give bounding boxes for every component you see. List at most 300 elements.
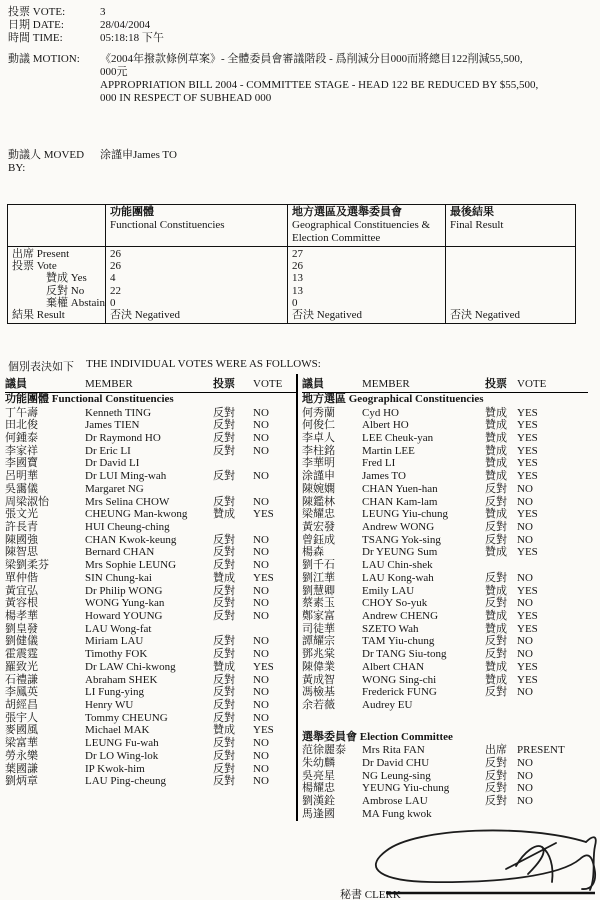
date-label: 日期 DATE: <box>8 19 64 31</box>
member-row <box>302 782 588 795</box>
member-name-english: Kenneth TING <box>85 406 152 419</box>
member-vote-english: NO <box>253 711 269 724</box>
geographical-section-heading: 地方選區 Geographical Constituencies <box>302 393 484 405</box>
individual-votes-title-en: THE INDIVIDUAL VOTES WERE AS FOLLOWS: <box>86 358 321 370</box>
member-vote-chinese <box>485 699 517 712</box>
member-name-chinese: 胡經昌 <box>5 699 38 712</box>
summary-geographical-values <box>288 247 446 324</box>
member-name-chinese: 霍震霆 <box>5 648 38 661</box>
member-name-chinese: 楊森 <box>302 546 324 559</box>
summary-functional-values <box>106 247 288 324</box>
signature-icon <box>358 826 598 900</box>
summary-cell-line: 13 <box>292 284 303 297</box>
member-name-chinese: 石禮謙 <box>5 673 38 686</box>
member-vote-english: YES <box>253 724 274 737</box>
member-name-chinese: 梁富華 <box>5 737 38 750</box>
member-row <box>5 674 296 687</box>
member-vote-english: PRESENT <box>517 744 565 757</box>
member-name-english: Dr YEUNG Sum <box>362 546 438 559</box>
member-row <box>302 407 588 420</box>
member-row <box>5 585 296 598</box>
final-header-en: Final Result <box>450 219 504 231</box>
member-name-english: Miriam LAU <box>85 635 144 648</box>
member-row <box>5 775 296 788</box>
member-vote-chinese: 反對 <box>213 584 235 597</box>
member-vote-chinese: 反對 <box>213 648 235 661</box>
vote-cn-header: 投票 <box>485 378 507 390</box>
member-name-chinese: 陳婉嫻 <box>302 482 335 495</box>
member-name-english: NG Leung-sing <box>362 769 431 782</box>
member-name-chinese: 劉漢銓 <box>302 795 335 808</box>
summary-body-row <box>8 247 576 324</box>
member-name-chinese: 陳鑑林 <box>302 495 335 508</box>
member-vote-english: YES <box>517 419 538 432</box>
member-vote-chinese: 反對 <box>213 673 235 686</box>
individual-votes-title-cn: 個別表決如下 <box>8 361 74 373</box>
summary-cell-line: 26 <box>110 260 121 273</box>
member-row <box>5 445 296 458</box>
member-vote-chinese: 反對 <box>485 571 507 584</box>
member-row <box>302 585 588 598</box>
member-vote-english: YES <box>517 622 538 635</box>
functional-header-cn: 功能團體 <box>110 206 154 218</box>
column-divider <box>296 374 298 821</box>
vote-en-header: VOTE <box>253 378 283 390</box>
member-name-english: Dr David CHU <box>362 756 430 769</box>
member-vote-chinese: 贊成 <box>485 470 507 483</box>
member-vote-chinese: 反對 <box>213 610 235 622</box>
vote-metadata <box>8 6 164 45</box>
member-vote-english: NO <box>517 571 533 584</box>
member-vote-chinese <box>213 521 253 534</box>
summary-table <box>7 204 576 324</box>
functional-header-en: Functional Constituencies <box>110 219 225 231</box>
time-row <box>8 32 164 45</box>
member-row <box>5 419 296 432</box>
member-row <box>302 808 588 821</box>
member-vote-chinese: 贊成 <box>485 610 507 622</box>
member-name-chinese: 劉慧卿 <box>302 584 335 597</box>
member-vote-chinese: 贊成 <box>485 444 507 457</box>
moved-by-block <box>8 149 177 175</box>
member-vote-english: YES <box>517 660 538 673</box>
summary-cell-line <box>450 248 571 260</box>
motion-block <box>8 53 588 105</box>
member-name-chinese: 蔡素玉 <box>302 597 335 610</box>
member-name-chinese: 張文光 <box>5 508 38 521</box>
member-name-english: Andrew CHENG <box>362 610 439 622</box>
member-name-english: LI Fung-ying <box>85 686 144 699</box>
member-vote-chinese: 反對 <box>485 520 507 533</box>
member-vote-english <box>517 808 588 821</box>
member-name-chinese: 麥國風 <box>5 724 38 737</box>
member-vote-english: YES <box>517 584 538 597</box>
geographical-header-en: Geographical Constituencies & Election Committee <box>292 219 431 244</box>
member-name-chinese: 李華明 <box>302 457 335 470</box>
member-vote-chinese: 反對 <box>485 533 507 546</box>
member-row <box>302 744 588 757</box>
summary-header-blank <box>8 205 106 247</box>
member-name-chinese: 黃宏發 <box>302 520 335 533</box>
member-vote-english: NO <box>517 495 533 508</box>
member-name-chinese: 丁午壽 <box>5 406 38 419</box>
vote-number-value: 3 <box>100 6 106 18</box>
member-vote-chinese: 反對 <box>213 470 235 483</box>
member-vote-english: NO <box>517 782 533 795</box>
member-name-chinese: 劉江華 <box>302 571 335 584</box>
member-name-english: LEUNG Fu-wah <box>85 737 159 750</box>
member-row <box>5 457 296 470</box>
member-row <box>302 457 588 470</box>
member-name-chinese: 吳靄儀 <box>5 482 38 495</box>
member-vote-english: NO <box>253 648 269 661</box>
member-name-chinese: 劉千石 <box>302 559 335 572</box>
member-name-english: CHAN Kam-lam <box>362 495 438 508</box>
member-row <box>302 419 588 432</box>
member-name-english: Ambrose LAU <box>362 795 428 808</box>
geographical-member-rows <box>302 407 588 712</box>
member-name-chinese: 馮檢基 <box>302 686 335 699</box>
date-value: 28/04/2004 <box>100 19 151 31</box>
member-vote-english: YES <box>517 610 538 622</box>
member-vote-chinese: 反對 <box>213 635 235 648</box>
member-name-chinese: 田北俊 <box>5 419 38 432</box>
member-vote-english: NO <box>517 686 533 699</box>
summary-cell-line: 否決 Negatived <box>110 308 180 321</box>
summary-cell-line: 13 <box>292 272 303 285</box>
member-name-english: Dr LUI Ming-wah <box>85 470 167 483</box>
member-row <box>5 572 296 585</box>
member-vote-chinese: 反對 <box>485 782 507 795</box>
member-vote-chinese <box>485 559 517 572</box>
member-name-chinese: 余若薇 <box>302 699 335 712</box>
motion-text <box>100 53 588 105</box>
member-row <box>5 750 296 763</box>
member-vote-chinese: 反對 <box>213 533 235 546</box>
member-vote-english <box>253 457 296 470</box>
member-name-chinese: 羅致光 <box>5 660 38 673</box>
member-name-chinese: 李家祥 <box>5 444 38 457</box>
member-vote-english: NO <box>253 444 269 457</box>
member-row <box>5 763 296 776</box>
member-row <box>302 508 588 521</box>
member-name-english: LAU Wong-fat <box>85 622 152 635</box>
summary-cell-line: 棄權 Abstain <box>46 296 105 309</box>
member-name-chinese: 許長青 <box>5 520 38 533</box>
member-name-chinese: 范徐麗泰 <box>302 744 346 757</box>
member-row <box>5 483 296 496</box>
summary-cell-line: 投票 Vote <box>12 260 57 273</box>
member-name-english: LAU Chin-shek <box>362 559 433 572</box>
member-vote-chinese: 贊成 <box>213 571 235 584</box>
member-name-english: WONG Yung-kan <box>85 597 165 610</box>
member-vote-chinese: 反對 <box>213 711 235 724</box>
vote-cn-header: 投票 <box>213 378 235 390</box>
member-vote-english <box>253 521 296 534</box>
member-vote-english: NO <box>253 686 269 699</box>
member-vote-english <box>517 699 588 712</box>
summary-cell-line: 4 <box>110 272 116 285</box>
member-vote-chinese <box>213 483 253 496</box>
summary-header-geographical <box>288 205 446 247</box>
member-name-english: Dr TANG Siu-tong <box>362 648 447 661</box>
member-vote-english: NO <box>253 597 269 610</box>
member-vote-english: YES <box>517 406 538 419</box>
member-vote-english: NO <box>253 635 269 648</box>
member-name-english: TAM Yiu-chung <box>362 635 435 648</box>
member-name-chinese: 陳智思 <box>5 546 38 559</box>
functional-member-rows <box>5 407 296 789</box>
member-row <box>5 407 296 420</box>
member-name-english: Albert HO <box>362 419 409 432</box>
clerk-signature <box>358 826 598 900</box>
member-name-chinese: 馬逢國 <box>302 807 335 820</box>
member-vote-chinese: 反對 <box>485 635 507 648</box>
member-name-chinese: 黃宜弘 <box>5 584 38 597</box>
functional-section-heading: 功能團體 Functional Constituencies <box>5 393 174 405</box>
member-vote-english: NO <box>517 533 533 546</box>
member-name-chinese: 周梁淑怡 <box>5 495 49 508</box>
summary-row-labels <box>8 247 106 324</box>
member-name-english: Abraham SHEK <box>85 673 158 686</box>
member-name-english: Dr Eric LI <box>85 444 131 457</box>
member-name-english: YEUNG Yiu-chung <box>362 782 450 795</box>
summary-cell-line: 26 <box>292 260 303 273</box>
member-row <box>5 724 296 737</box>
member-row <box>302 795 588 808</box>
member-name-english: LEE Cheuk-yan <box>362 431 434 444</box>
member-name-english: James TIEN <box>85 419 140 432</box>
member-name-chinese: 劉皇發 <box>5 622 38 635</box>
member-row <box>302 470 588 483</box>
member-row <box>302 635 588 648</box>
member-name-english: Cyd HO <box>362 406 399 419</box>
member-row <box>5 521 296 534</box>
member-name-chinese: 黃容根 <box>5 597 38 610</box>
summary-cell-line: 反對 No <box>46 284 85 297</box>
summary-cell-line: 結果 Result <box>12 308 65 321</box>
member-name-chinese: 單仲偕 <box>5 571 38 584</box>
member-row <box>302 496 588 509</box>
member-name-chinese: 何秀蘭 <box>302 406 335 419</box>
member-vote-chinese: 反對 <box>213 559 235 572</box>
summary-cell-line <box>450 285 571 297</box>
member-vote-english: NO <box>517 597 533 610</box>
moved-by-label: 動議人 MOVED BY: <box>8 149 85 174</box>
member-vote-english: NO <box>517 482 533 495</box>
member-vote-english: NO <box>517 520 533 533</box>
member-vote-english <box>253 623 296 636</box>
member-vote-english: NO <box>253 584 269 597</box>
member-vote-chinese: 反對 <box>213 597 235 610</box>
member-name-english: SZETO Wah <box>362 622 419 635</box>
summary-cell-line: 贊成 Yes <box>46 272 87 285</box>
member-name-english: Timothy FOK <box>85 648 148 661</box>
member-vote-chinese <box>485 808 517 821</box>
member-vote-chinese: 贊成 <box>485 584 507 597</box>
member-vote-chinese: 反對 <box>213 699 235 712</box>
member-name-english: Margaret NG <box>85 482 144 495</box>
summary-header-functional <box>106 205 288 247</box>
member-name-chinese: 呂明華 <box>5 470 38 483</box>
member-name-chinese: 涂謹申 <box>302 470 335 483</box>
member-vote-chinese: 贊成 <box>485 508 507 521</box>
election-section-heading: 選舉委員會 Election Committee <box>302 730 453 743</box>
member-name-english: Audrey EU <box>362 699 413 712</box>
election-member-rows <box>302 744 588 820</box>
time-label: 時間 TIME: <box>8 32 63 44</box>
member-name-english: CHAN Kwok-keung <box>85 533 177 546</box>
member-cn-header: 議員 <box>302 378 324 390</box>
member-vote-chinese: 贊成 <box>485 673 507 686</box>
member-vote-english: NO <box>517 648 533 661</box>
member-name-chinese: 司徒華 <box>302 622 335 635</box>
member-vote-chinese: 贊成 <box>485 406 507 419</box>
member-name-chinese: 勞永樂 <box>5 749 38 762</box>
member-vote-chinese: 反對 <box>485 597 507 610</box>
member-vote-chinese: 反對 <box>213 762 235 775</box>
member-vote-chinese: 反對 <box>213 495 235 508</box>
member-name-english: LAU Ping-cheung <box>85 775 166 788</box>
member-name-english: LEUNG Yiu-chung <box>362 508 449 521</box>
motion-text-line: 000元 <box>100 65 128 78</box>
date-row <box>8 19 164 32</box>
member-vote-english: NO <box>253 495 269 508</box>
member-name-chinese: 李柱銘 <box>302 444 335 457</box>
summary-cell-line: 26 <box>110 248 121 260</box>
member-row <box>5 610 296 623</box>
member-name-english: IP Kwok-him <box>85 762 145 775</box>
member-row <box>302 770 588 783</box>
member-vote-english: NO <box>253 737 269 750</box>
member-vote-english: NO <box>253 470 269 483</box>
vote-number-row <box>8 6 164 19</box>
motion-text-line: 《2004年撥款條例草案》- 全體委員會審議階段 - 爲削減分目000而將總目122削減55,500, <box>100 53 523 65</box>
summary-cell-line <box>450 272 571 284</box>
member-vote-english: NO <box>253 699 269 712</box>
summary-cell-line: 22 <box>110 284 121 297</box>
member-name-chinese: 朱幼麟 <box>302 756 335 769</box>
member-vote-chinese: 反對 <box>213 444 235 457</box>
member-vote-chinese: 贊成 <box>213 724 235 737</box>
member-vote-english: YES <box>517 444 538 457</box>
member-row <box>5 546 296 559</box>
member-row <box>5 712 296 725</box>
member-row <box>5 635 296 648</box>
member-name-english: WONG Sing-chi <box>362 673 437 686</box>
member-name-chinese: 何鍾泰 <box>5 431 38 444</box>
member-vote-chinese: 反對 <box>213 419 235 432</box>
member-name-english: TSANG Yok-sing <box>362 533 441 546</box>
member-vote-english: NO <box>253 533 269 546</box>
member-row <box>302 521 588 534</box>
member-vote-english: NO <box>253 559 269 572</box>
geographical-header-cn: 地方選區及選舉委員會 <box>292 206 402 218</box>
vote-en-header: VOTE <box>517 378 547 390</box>
member-name-chinese: 曾鈺成 <box>302 533 335 546</box>
member-vote-english: NO <box>253 775 269 788</box>
summary-cell-line <box>450 297 571 309</box>
clerk-label: 秘書 CLERK <box>340 889 401 900</box>
summary-cell-line: 否決 Negatived <box>450 308 520 321</box>
member-name-chinese: 張宇人 <box>5 711 38 724</box>
member-vote-chinese: 贊成 <box>485 622 507 635</box>
member-vote-chinese: 反對 <box>213 749 235 762</box>
member-name-english: Dr Raymond HO <box>85 431 161 444</box>
left-column-header <box>5 377 296 391</box>
member-vote-chinese: 反對 <box>213 406 235 419</box>
member-vote-chinese: 反對 <box>213 546 235 559</box>
vote-number-label: 投票 VOTE: <box>8 6 66 18</box>
member-vote-chinese: 反對 <box>485 756 507 769</box>
member-name-chinese: 李國寶 <box>5 457 38 470</box>
motion-label: 動議 MOTION: <box>8 53 80 65</box>
member-vote-english: YES <box>253 571 274 584</box>
member-vote-english <box>517 559 588 572</box>
member-name-chinese: 何俊仁 <box>302 419 335 432</box>
member-vote-chinese: 反對 <box>485 648 507 661</box>
right-column-header <box>302 377 588 391</box>
member-vote-english: NO <box>253 749 269 762</box>
member-name-chinese: 黃成智 <box>302 673 335 686</box>
member-name-english: Fred LI <box>362 457 396 470</box>
member-cn-header: 議員 <box>5 378 27 390</box>
member-name-english: Bernard CHAN <box>85 546 155 559</box>
member-row <box>5 470 296 483</box>
member-vote-english: YES <box>253 660 274 673</box>
functional-votes-column <box>5 377 296 788</box>
member-vote-chinese: 反對 <box>485 795 507 808</box>
member-name-english: CHOY So-yuk <box>362 597 428 610</box>
member-row <box>302 432 588 445</box>
member-vote-english: NO <box>253 419 269 432</box>
member-row <box>302 757 588 770</box>
member-vote-english: YES <box>253 508 274 521</box>
member-vote-chinese: 反對 <box>485 769 507 782</box>
member-name-english: SIN Chung-kai <box>85 571 152 584</box>
member-row <box>302 686 588 699</box>
member-vote-chinese: 贊成 <box>485 457 507 470</box>
member-vote-english: YES <box>517 470 538 483</box>
member-name-english: Andrew WONG <box>362 520 435 533</box>
member-vote-english: YES <box>517 431 538 444</box>
member-vote-chinese: 贊成 <box>485 431 507 444</box>
member-row <box>302 572 588 585</box>
member-name-english: Howard YOUNG <box>85 610 163 622</box>
member-vote-chinese: 反對 <box>485 482 507 495</box>
member-name-english: CHAN Yuen-han <box>362 482 438 495</box>
motion-text-line: 000 IN RESPECT OF SUBHEAD 000 <box>100 91 272 104</box>
member-vote-chinese: 反對 <box>485 686 507 699</box>
member-name-english: Michael MAK <box>85 724 150 737</box>
member-row <box>302 546 588 559</box>
member-row <box>5 508 296 521</box>
member-vote-english: YES <box>517 546 538 559</box>
member-vote-chinese: 贊成 <box>213 508 235 521</box>
member-name-chinese: 楊孝華 <box>5 610 38 622</box>
member-row <box>5 623 296 636</box>
member-vote-chinese: 反對 <box>485 495 507 508</box>
member-vote-english: YES <box>517 457 538 470</box>
member-row <box>302 483 588 496</box>
summary-cell-line: 0 <box>292 296 298 309</box>
member-name-chinese: 吳亮星 <box>302 769 335 782</box>
final-header-cn: 最後結果 <box>450 206 494 218</box>
member-vote-english <box>253 483 296 496</box>
member-row <box>5 559 296 572</box>
member-name-english: Dr LO Wing-lok <box>85 749 159 762</box>
member-name-english: Tommy CHEUNG <box>85 711 168 724</box>
